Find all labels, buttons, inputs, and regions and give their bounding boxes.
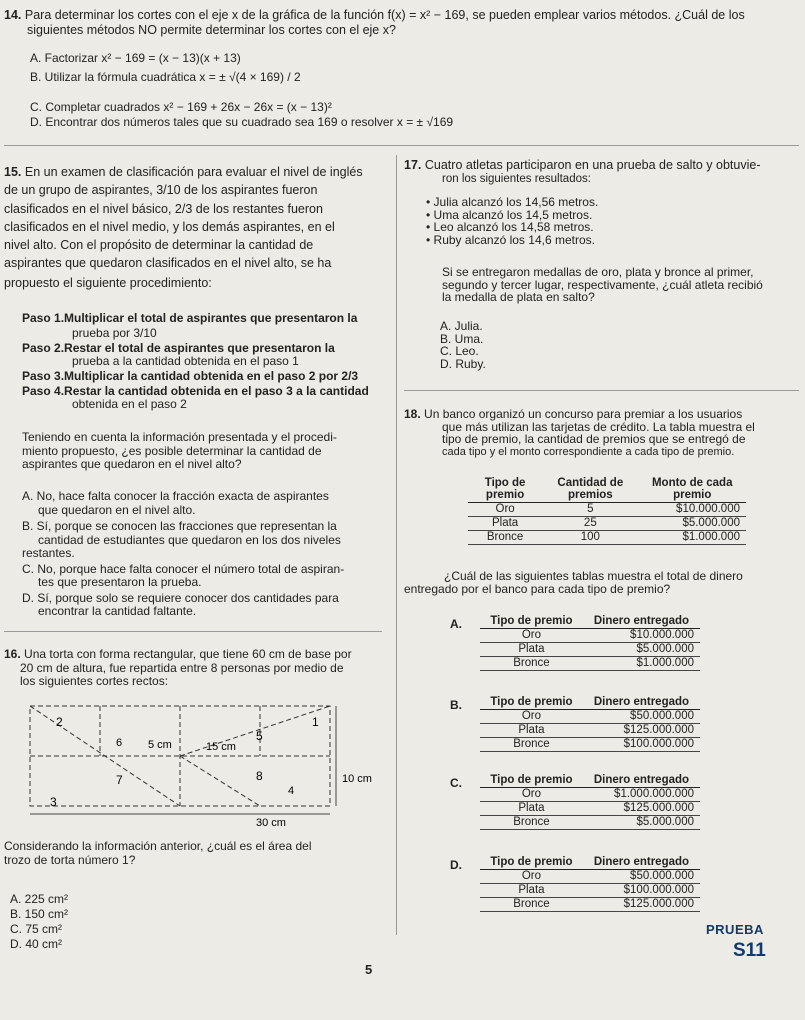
dim-label-5cm: 5 cm: [148, 739, 172, 751]
q18-option-a-letter[interactable]: A.: [450, 617, 462, 631]
q15-option-c[interactable]: C. No, porque hace falta conocer el número total de aspiran-: [22, 561, 345, 576]
q17-results: [426, 196, 598, 246]
piece-label-1: 1: [312, 715, 319, 729]
piece-label-8: 8: [256, 769, 263, 783]
table-header: Cantidad de premios: [542, 476, 638, 503]
q16-stem-line: Una torta con forma rectangular, que tiene 60 cm de base por: [24, 647, 352, 661]
q15-option-d[interactable]: D. Sí, porque solo se requiere conocer dos cantidades para: [22, 590, 339, 605]
result-item: • Ruby alcanzó los 14,6 metros.: [426, 232, 595, 247]
q15-option-b[interactable]: B. Sí, porque se conocen las fracciones que representan la: [22, 519, 337, 533]
table-row: Plata 25 $5.000.000: [468, 517, 746, 531]
dim-label-15cm: 15 cm: [206, 741, 236, 753]
q17-question: [404, 266, 802, 304]
table-row: Bronce $5.000.000: [480, 816, 700, 830]
q14-option-d[interactable]: D. Encontrar dos números tales que su cuadrado sea 169 o resolver x = ± √169: [30, 115, 454, 129]
table-row: Bronce $1.000.000: [480, 657, 700, 671]
table-row: Oro $1.000.000.000: [480, 788, 700, 802]
q17-question-line: segundo y tercer lugar, respectivamente, ¿cuál atleta recibió: [442, 277, 763, 292]
q16-question-line: trozo de torta número 1?: [4, 852, 136, 867]
q18-option-c-table[interactable]: Tipo de premio Dinero entregado Oro $1.000.000.000 Plata $125.000.000 Bronce $5.000.000: [480, 773, 700, 830]
q15-question-line: Teniendo en cuenta la información presentada y el procedi-: [22, 430, 337, 444]
dim-label-10cm: 10 cm: [342, 773, 372, 785]
q15-question-line: miento propuesto, ¿es posible determinar la cantidad de: [22, 443, 322, 458]
q16-question-line: Considerando la información anterior, ¿cuál es el área del: [4, 839, 312, 853]
piece-label-5: 5: [256, 729, 263, 743]
cut-line: [30, 706, 180, 806]
q14-option-c[interactable]: C. Completar cuadrados x² − 169 + 26x − 26x = (x − 13)²: [30, 100, 332, 114]
q18-stem-line: cada tipo y el monto correspondiente a cada tipo de premio.: [442, 445, 735, 458]
q16-stem-line: los siguientes cortes rectos:: [20, 674, 169, 688]
q17-option-b[interactable]: B. Uma.: [440, 331, 484, 346]
q15-step-2: Paso 2.Restar el total de aspirantes que presentaron la: [22, 341, 335, 355]
q15-step-4: Paso 4.Restar la cantidad obtenida en el paso 3 a la cantidad: [22, 384, 369, 398]
q16-option-d[interactable]: D. 40 cm²: [10, 937, 63, 951]
test-code: S11: [733, 940, 766, 961]
table-header: Monto de cada premio: [638, 476, 746, 503]
q15-option-c-cont: tes que presentaron la prueba.: [38, 575, 202, 589]
q15-stem-line: nivel alto. Con el propósito de determinar la cantidad de: [4, 238, 314, 252]
q17-stem-line: Cuatro atletas participaron en una prueba de salto y obtuvie-: [424, 158, 761, 172]
q18-question: [404, 570, 802, 595]
q14-option-b[interactable]: B. Utilizar la fórmula cuadrática x = ± √(4 × 169) / 2: [30, 70, 301, 84]
table-row: Bronce $100.000.000: [480, 738, 700, 752]
piece-label-3: 3: [50, 795, 57, 809]
divider: [404, 390, 799, 391]
q15-stem-line: propuesto el siguiente procedimiento:: [4, 276, 212, 290]
cut-line: [180, 756, 260, 806]
q17-stem: [404, 158, 799, 186]
cut-line: [180, 706, 330, 756]
divider: [4, 631, 382, 632]
q18-stem-line: tipo de premio, la cantidad de premios que se entregó de: [442, 432, 746, 446]
table-row: Bronce 100 $1.000.000: [468, 531, 746, 545]
q16-stem-line: 20 cm de altura, fue repartida entre 8 personas por medio de: [20, 660, 344, 675]
q15-step-2-cont: prueba a la cantidad obtenida en el paso 1: [72, 354, 299, 368]
q15-stem: [4, 165, 384, 290]
q15-option-d-cont: encontrar la cantidad faltante.: [38, 604, 197, 618]
q15-stem-line: clasificados en el nivel medio, y los demás aspirantes, en el: [4, 220, 335, 234]
q17-number: 17.: [404, 158, 422, 172]
table-row: Oro 5 $10.000.000: [468, 503, 746, 517]
table-row: Bronce $125.000.000: [480, 898, 700, 912]
q15-stem-line: En un examen de clasificación para evaluar el nivel de inglés: [24, 165, 363, 179]
table-header: Tipo de premio: [468, 476, 542, 503]
piece-label-4: 4: [288, 785, 295, 797]
q16-question: [4, 840, 384, 867]
q15-options: [22, 490, 387, 619]
q17-options: [440, 320, 486, 370]
q18-question-line: ¿Cuál de las siguientes tablas muestra el total de dinero: [444, 569, 743, 583]
table-row: Plata $125.000.000: [480, 724, 700, 738]
q15-option-b-cont: cantidad de estudiantes que quedaron en los dos niveles: [38, 532, 341, 547]
q15-option-a-cont: que quedaron en el nivel alto.: [38, 502, 196, 517]
table-row: Oro $10.000.000: [480, 629, 700, 643]
divider: [4, 145, 799, 146]
q15-step-3: Paso 3.Multiplicar la cantidad obtenida en el paso 2 por 2/3: [22, 369, 359, 383]
q15-step-1-cont: prueba por 3/10: [72, 326, 157, 340]
q16-option-b[interactable]: B. 150 cm²: [10, 907, 69, 921]
q15-procedure: [22, 312, 382, 411]
q14-stem-line1: Para determinar los cortes con el eje x de la gráfica de la función f(x) = x² − 169, se pueden emplear varios métodos. ¿Cuál de los: [24, 8, 745, 22]
q18-stem-line: que más utilizan las tarjetas de crédito. La tabla muestra el: [442, 419, 755, 434]
table-row: Plata $125.000.000: [480, 802, 700, 816]
q18-option-d-table[interactable]: Tipo de premio Dinero entregado Oro $50.000.000 Plata $100.000.000 Bronce $125.000.000: [480, 855, 700, 912]
q15-number: 15.: [4, 165, 22, 179]
page-number: 5: [365, 962, 373, 977]
piece-label-7: 7: [116, 773, 123, 787]
result-item: • Julia alcanzó los 14,56 metros.: [426, 195, 599, 209]
q17-option-a[interactable]: A. Julia.: [440, 319, 483, 333]
q18-stem: [404, 408, 802, 458]
q18-option-c-letter[interactable]: C.: [450, 776, 462, 790]
table-row: Oro $50.000.000: [480, 870, 700, 884]
q15-option-b-cont: restantes.: [22, 546, 75, 560]
table-row: Oro $50.000.000: [480, 710, 700, 724]
q18-number: 18.: [404, 407, 421, 421]
q14-number: 14.: [4, 8, 22, 22]
q18-option-b-table[interactable]: Tipo de premio Dinero entregado Oro $50.000.000 Plata $125.000.000 Bronce $100.000.000: [480, 695, 700, 752]
q15-question: [22, 431, 382, 472]
q17-option-d[interactable]: D. Ruby.: [440, 356, 486, 371]
q15-stem-line: de un grupo de aspirantes, 3/10 de los aspirantes fueron: [4, 183, 318, 197]
q18-stem-line: Un banco organizó un concurso para premiar a los usuarios: [424, 407, 743, 421]
table-row: Plata $100.000.000: [480, 884, 700, 898]
result-item: • Uma alcanzó los 14,5 metros.: [426, 207, 593, 222]
q17-question-line: la medalla de plata en salto?: [442, 290, 595, 304]
q14-option-a[interactable]: A. Factorizar x² − 169 = (x − 13)(x + 13): [30, 51, 241, 65]
column-divider: [396, 155, 397, 935]
q16-stem: [4, 648, 384, 689]
cake-figure: [20, 700, 390, 830]
q15-question-line: aspirantes que quedaron en el nivel alto?: [22, 457, 242, 471]
q16-option-a[interactable]: A. 225 cm²: [10, 892, 69, 906]
q14-stem-line2: siguientes métodos NO permite determinar los cortes con el eje x?: [27, 23, 396, 37]
q16-number: 16.: [4, 647, 21, 661]
q18-option-d-letter[interactable]: D.: [450, 858, 462, 872]
table-row: Plata $5.000.000: [480, 643, 700, 657]
q17-question-line: Si se entregaron medallas de oro, plata y bronce al primer,: [442, 265, 754, 279]
q15-step-1: Paso 1.Multiplicar el total de aspirantes que presentaron la: [22, 311, 358, 325]
q16-option-c[interactable]: C. 75 cm²: [10, 922, 63, 936]
piece-label-6: 6: [116, 737, 123, 749]
result-item: • Leo alcanzó los 14,58 metros.: [426, 220, 594, 234]
prueba-label: PRUEBA: [706, 922, 764, 937]
q18-option-a-table[interactable]: Tipo de premio Dinero entregado Oro $10.000.000 Plata $5.000.000 Bronce $1.000.000: [480, 614, 700, 671]
q15-stem-line: clasificados en el nivel básico, 2/3 de los restantes fueron: [4, 202, 323, 216]
dim-label-30cm: 30 cm: [256, 817, 286, 829]
q15-option-a[interactable]: A. No, hace falta conocer la fracción exacta de aspirantes: [22, 489, 329, 503]
q15-stem-line: aspirantes que quedaron clasificados en el nivel alto, se ha: [4, 256, 332, 270]
q18-question-line: entregado por el banco para cada tipo de premio?: [404, 581, 671, 596]
piece-label-2: 2: [56, 715, 63, 729]
q17-stem-line: ron los siguientes resultados:: [442, 173, 591, 185]
q17-option-c[interactable]: C. Leo.: [440, 344, 479, 358]
q18-option-b-letter[interactable]: B.: [450, 698, 462, 712]
q18-data-table: [468, 476, 746, 545]
q15-step-4-cont: obtenida en el paso 2: [72, 397, 187, 411]
